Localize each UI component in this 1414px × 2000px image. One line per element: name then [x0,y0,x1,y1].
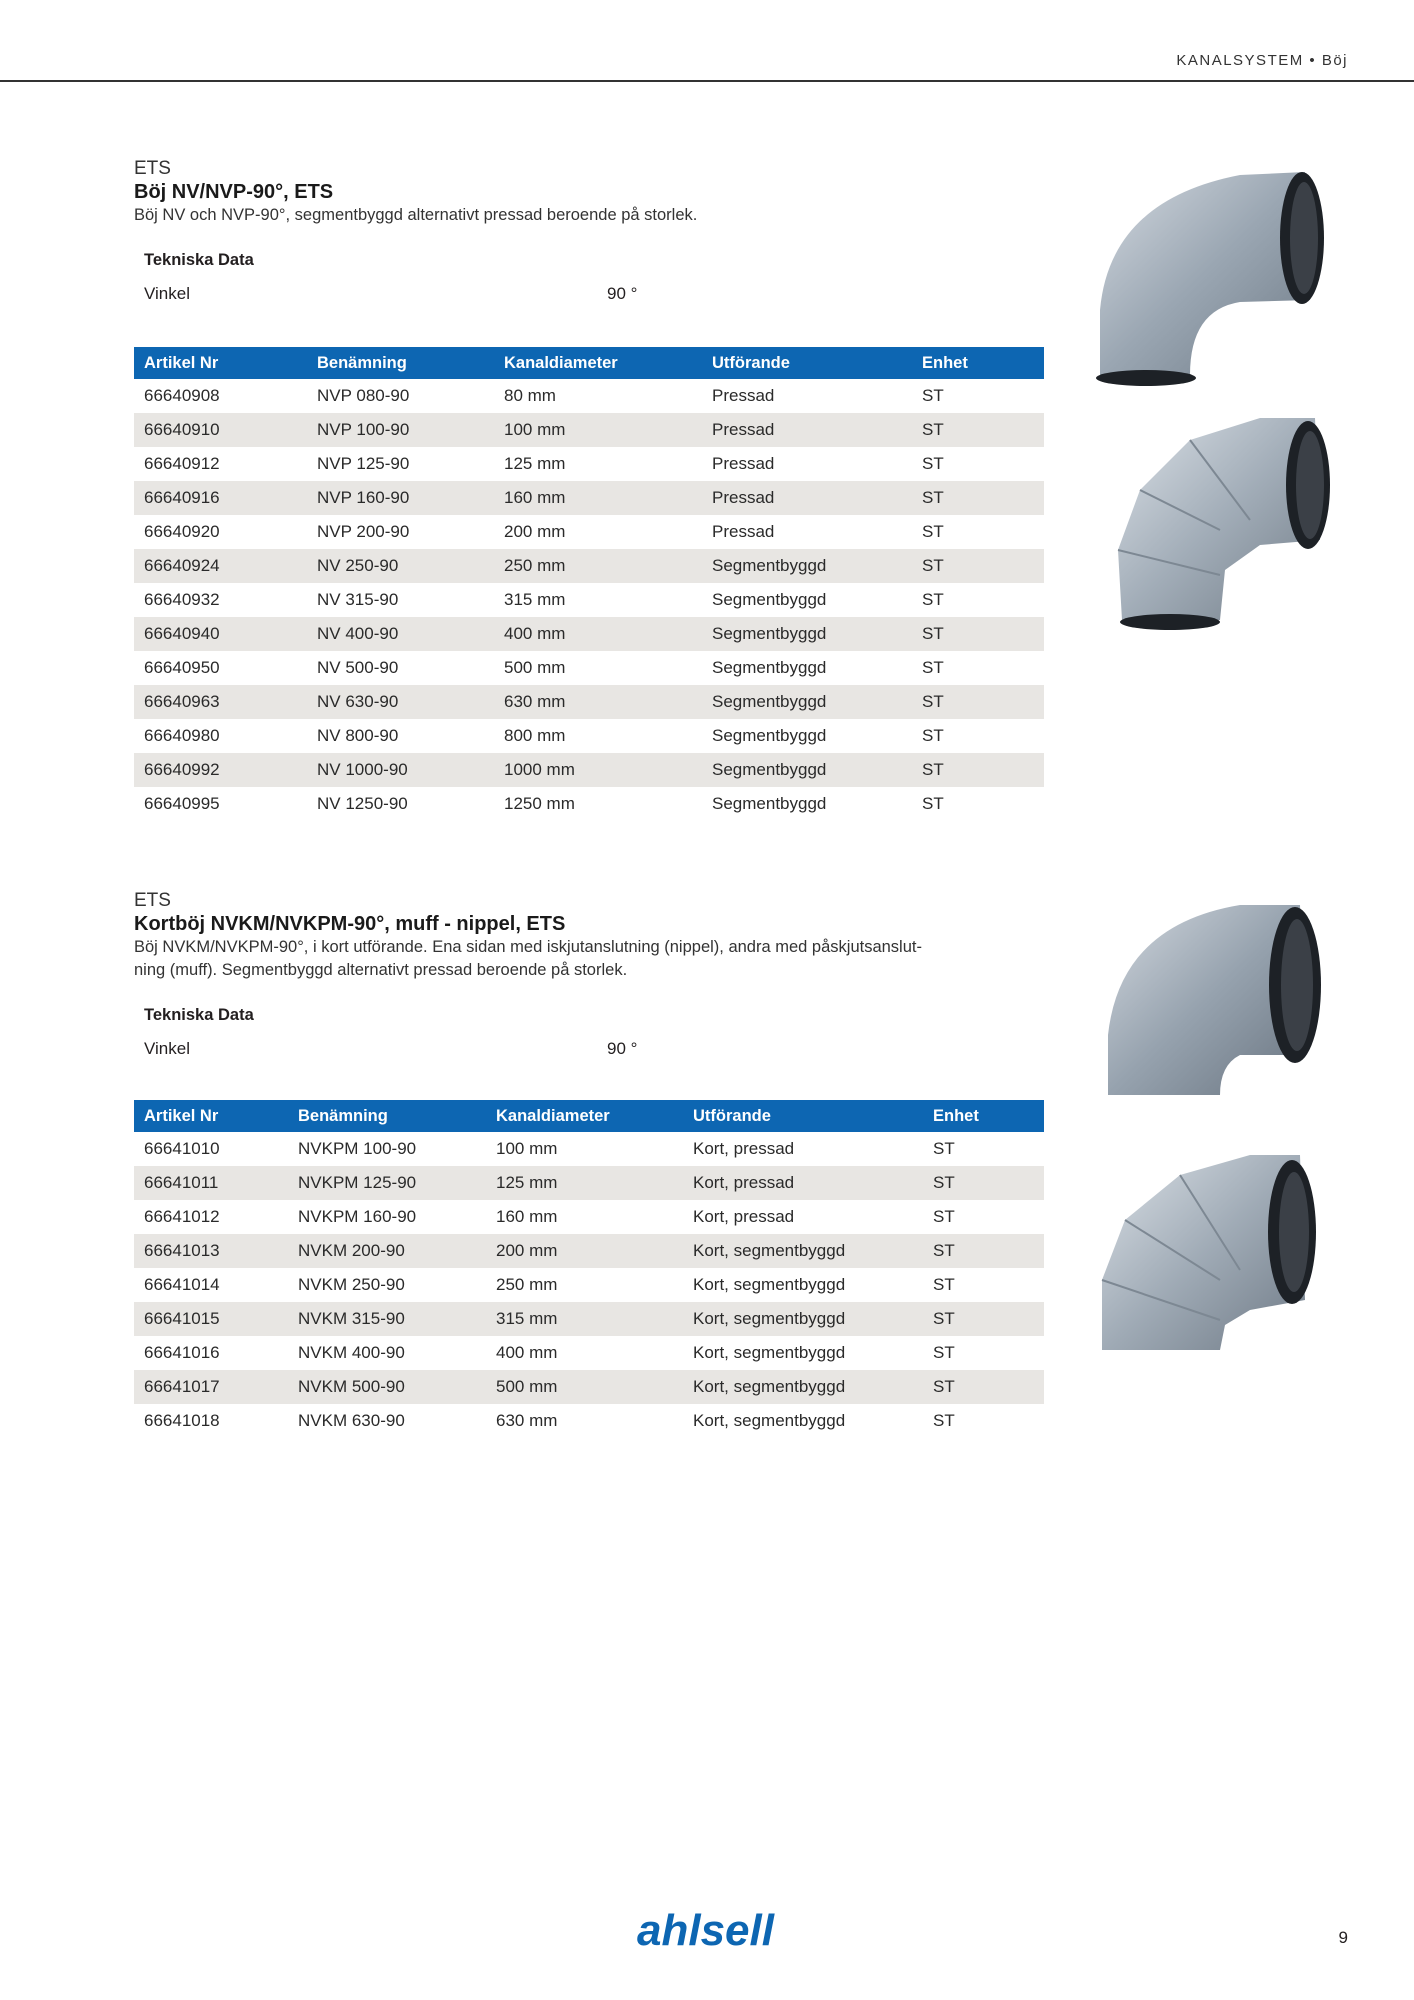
table-cell: NV 1000-90 [307,753,494,787]
column-header: Artikel Nr [134,1100,288,1132]
table-cell: NV 800-90 [317,726,399,745]
tech-value: 90 ° [607,1039,638,1058]
table-cell: ST [923,1166,1044,1200]
table-cell: 66640920 [144,522,220,541]
tech-name: Vinkel [144,1039,190,1058]
table-cell: NVKPM 160-90 [298,1207,417,1226]
tech-row [144,283,1044,305]
table-cell: 66641010 [144,1139,220,1158]
table-cell: 66640963 [134,685,307,719]
tech-heading: Tekniska Data [144,1006,254,1024]
column-header: Kanaldiameter [494,347,702,379]
column-header: Artikel Nr [134,347,307,379]
table-row [134,413,1044,447]
table-cell: 66641012 [144,1207,220,1226]
section-title: Kortböj NVKM/NVKPM-90°, muff - nippel, ETS [134,913,566,935]
table-cell: 66641011 [134,1166,288,1200]
table-row [134,1200,1044,1234]
table-cell: Kort, pressad [683,1166,923,1200]
segmented-elbow-image [1110,410,1350,635]
table-cell: 250 mm [496,1275,558,1294]
product-table [134,347,1044,821]
table-row [134,1404,1044,1438]
table-cell: 125 mm [504,454,566,473]
table-row [134,1166,1044,1200]
table-cell: Kort, segmentbyggd [683,1370,923,1404]
table-cell: NVKPM 125-90 [288,1166,486,1200]
table-cell: ST [922,386,944,405]
table-cell: ST [912,549,1044,583]
table-cell: Segmentbyggd [702,617,912,651]
table-cell: 66640940 [134,617,307,651]
short-pressed-elbow-image [1100,895,1350,1110]
section-description: Böj NV och NVP-90°, segmentbyggd alternativt pressad beroende på storlek. [134,206,698,224]
table-cell: 500 mm [504,658,566,677]
brand-tag: ETS [134,890,171,911]
table-cell: 160 mm [494,481,702,515]
table-cell: ST [923,1370,1044,1404]
table-row [134,1234,1044,1268]
table-cell: 100 mm [494,413,702,447]
column-header: Enhet [923,1100,1044,1132]
table-cell: 66640995 [144,794,220,813]
column-header: Benämning [307,347,494,379]
tech-data [134,1004,1044,1060]
table-cell: NVP 080-90 [317,386,410,405]
table-cell: ST [912,413,1044,447]
table-row [134,787,1044,821]
table-cell: ST [912,481,1044,515]
table-cell: Segmentbyggd [702,753,912,787]
table-cell: Kort, segmentbyggd [683,1302,923,1336]
column-header: Benämning [288,1100,486,1132]
table-cell: NVP 200-90 [317,522,410,541]
table-cell: NVKPM 100-90 [298,1139,417,1158]
table-wrap-2 [134,1100,1044,1438]
table-cell: NV 500-90 [317,658,399,677]
tech-value: 90 ° [607,284,638,303]
table-cell: 400 mm [496,1343,558,1362]
table-cell: 66641016 [144,1343,220,1362]
section-description-line-1: Böj NVKM/NVKPM-90°, i kort utförande. Ena sidan med iskjutanslutning (nippel), andra med påskjutsanslut- [134,938,922,956]
table-cell: NVP 160-90 [307,481,494,515]
short-segmented-elbow-image [1100,1150,1350,1360]
table-cell: Kort, pressad [693,1207,795,1226]
table-row [134,617,1044,651]
table-cell: NV 250-90 [307,549,494,583]
column-header: Kanaldiameter [486,1100,683,1132]
section-description-line-2: ning (muff). Segmentbyggd alternativt pressad beroende på storlek. [134,961,628,979]
table-cell: 315 mm [504,590,566,609]
table-cell: ST [933,1139,955,1158]
section-title: Böj NV/NVP-90°, ETS [134,181,334,203]
table-cell: 315 mm [486,1302,683,1336]
table-row [134,379,1044,413]
table-cell: ST [923,1302,1044,1336]
table-cell: Segmentbyggd [702,685,912,719]
table-cell: Kort, segmentbyggd [693,1343,846,1362]
tech-data [134,249,1044,305]
table-cell: ST [923,1234,1044,1268]
table-cell: ST [922,658,944,677]
table-cell: 100 mm [496,1139,558,1158]
table-row [134,753,1044,787]
table-cell: 66640950 [144,658,220,677]
table-cell: 66640924 [134,549,307,583]
table-cell: NVKM 250-90 [298,1275,405,1294]
column-header: Utförande [702,347,912,379]
table-row [134,481,1044,515]
table-cell: ST [933,1207,955,1226]
table-cell: NV 630-90 [307,685,494,719]
table-cell: 66640932 [144,590,220,609]
table-cell: ST [933,1343,955,1362]
table-row [134,1268,1044,1302]
tech-row [144,1038,1044,1060]
section-nvkm-nvkpm [134,890,1044,1060]
product-table [134,1100,1044,1438]
table-cell: ST [922,454,944,473]
header-label: KANALSYSTEM • Böj [1176,52,1348,69]
table-row [134,549,1044,583]
table-row [134,447,1044,481]
column-header: Enhet [912,347,1044,379]
section-nv-nvp [134,158,1044,305]
table-cell: 1250 mm [504,794,575,813]
table-cell: ST [933,1411,955,1430]
table-cell: ST [922,522,944,541]
table-cell: Segmentbyggd [702,549,912,583]
table-cell: NVKM 500-90 [288,1370,486,1404]
brand-tag: ETS [134,158,171,179]
header-divider [0,80,1414,82]
table-row [134,685,1044,719]
table-cell: NVKM 200-90 [288,1234,486,1268]
table-cell: Segmentbyggd [712,658,827,677]
tech-heading: Tekniska Data [144,251,254,269]
table-cell: ST [912,685,1044,719]
table-cell: 200 mm [504,522,566,541]
table-cell: 630 mm [494,685,702,719]
table-cell: 400 mm [494,617,702,651]
table-cell: 66641013 [134,1234,288,1268]
table-cell: Segmentbyggd [712,794,827,813]
table-wrap-1 [134,347,1044,821]
table-cell: ST [922,726,944,745]
table-cell: Pressad [712,454,775,473]
table-row [134,515,1044,549]
table-row [134,1336,1044,1370]
table-row [134,651,1044,685]
logo-text: ahlsell [637,1906,774,1955]
table-cell: 200 mm [486,1234,683,1268]
table-cell: Kort, segmentbyggd [693,1275,846,1294]
table-cell: 66640992 [134,753,307,787]
table-cell: 66640980 [144,726,220,745]
table-cell: NVP 125-90 [317,454,410,473]
table-header-row [134,1100,1044,1132]
table-cell: ST [933,1275,955,1294]
table-cell: ST [922,794,944,813]
table-cell: 66641014 [144,1275,220,1294]
page-number: 9 [1338,1928,1348,1947]
table-cell: 160 mm [496,1207,558,1226]
table-cell: 66641017 [134,1370,288,1404]
table-cell: ST [912,617,1044,651]
table-row [134,583,1044,617]
table-cell: 66640908 [144,386,220,405]
table-cell: Segmentbyggd [712,726,827,745]
pressed-elbow-image [1090,160,1350,390]
table-row [134,719,1044,753]
table-cell: Kort, segmentbyggd [693,1411,846,1430]
table-cell: NV 1250-90 [317,794,408,813]
table-cell: 66641018 [144,1411,220,1430]
table-cell: NV 315-90 [317,590,399,609]
table-cell: 80 mm [504,386,556,405]
table-cell: NVKM 400-90 [298,1343,405,1362]
table-row [134,1370,1044,1404]
table-cell: Kort, segmentbyggd [683,1234,923,1268]
ahlsell-logo [632,1905,782,1955]
tech-name: Vinkel [144,284,190,303]
table-cell: ST [912,753,1044,787]
table-cell: NVKM 630-90 [298,1411,405,1430]
table-cell: 250 mm [494,549,702,583]
table-cell: 1000 mm [494,753,702,787]
table-cell: NV 400-90 [307,617,494,651]
table-cell: 500 mm [486,1370,683,1404]
table-cell: 125 mm [486,1166,683,1200]
table-cell: 66640912 [144,454,220,473]
table-cell: 800 mm [504,726,566,745]
table-cell: 630 mm [496,1411,558,1430]
column-header: Utförande [683,1100,923,1132]
table-cell: ST [922,590,944,609]
table-cell: Pressad [712,386,775,405]
table-row [134,1132,1044,1166]
table-header-row [134,347,1044,379]
table-cell: NVP 100-90 [307,413,494,447]
table-cell: NVKM 315-90 [288,1302,486,1336]
table-cell: 66640916 [134,481,307,515]
table-cell: Pressad [702,413,912,447]
table-cell: 66641015 [134,1302,288,1336]
table-cell: Pressad [702,481,912,515]
table-cell: Segmentbyggd [712,590,827,609]
table-cell: Pressad [712,522,775,541]
table-cell: Kort, pressad [693,1139,795,1158]
table-row [134,1302,1044,1336]
table-cell: 66640910 [134,413,307,447]
